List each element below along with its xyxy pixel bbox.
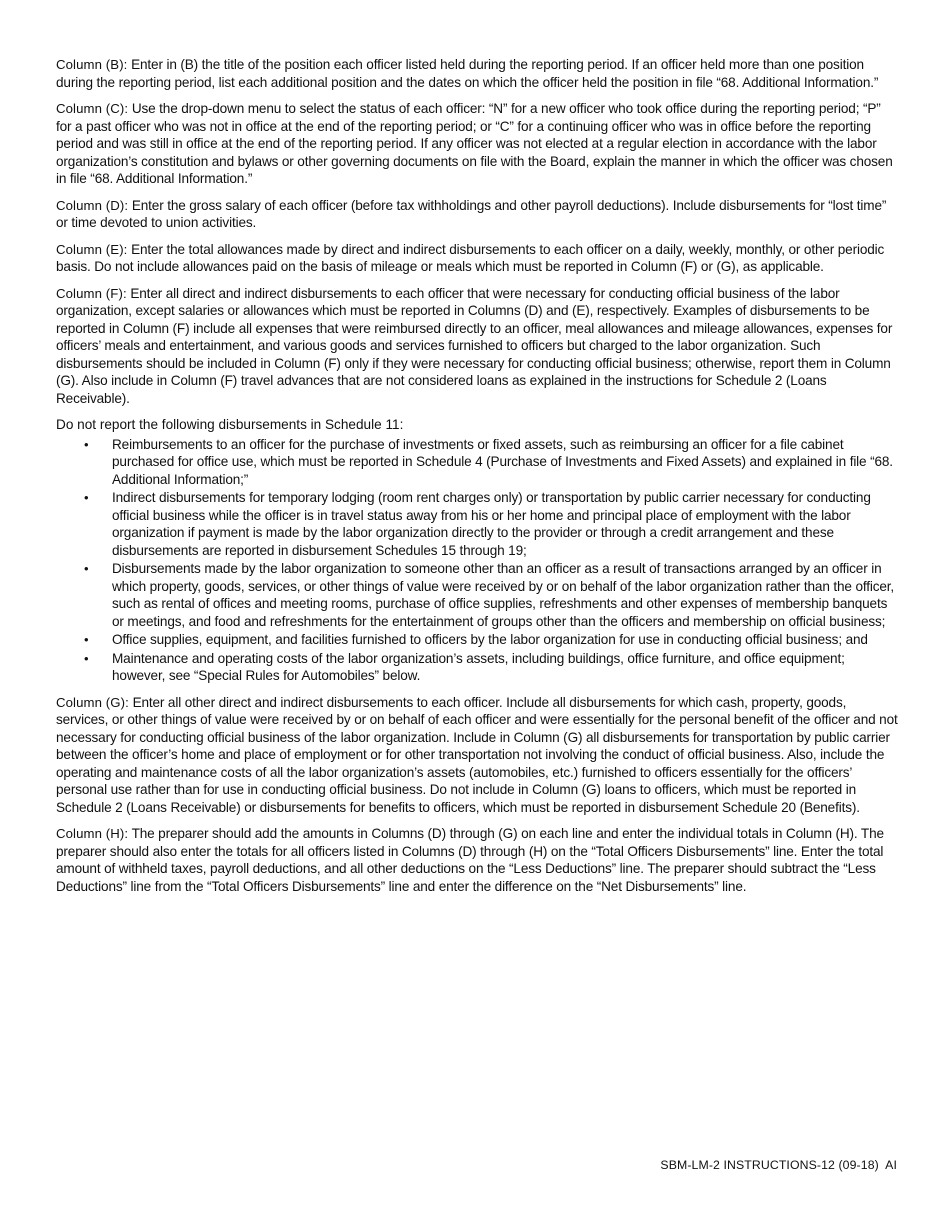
list-item-text: Reimbursements to an officer for the purchase of investments or fixed assets, such as reimbursing an officer for a file cabinet purchased for office use, which must be reported in Schedule 4 (Purchase of Investments and Fixed Assets) and explained in file “68. Additional Information;” <box>112 436 893 487</box>
list-item-text: Office supplies, equipment, and facilities furnished to officers by the labor organization for use in conducting official business; and <box>112 632 868 647</box>
column-f-paragraph <box>56 285 898 408</box>
column-f-text: Enter all direct and indirect disbursements to each officer that were necessary for conducting official business of the labor organization, except salaries or allowances which must be reported in Columns (D) and (E), respectively. Examples of disbursements to be reported in Column (F) include all expenses that were reimbursed directly to an officer, meal allowances and mileage allowances, expenses for officers’ meals and entertainment, and various goods and services furnished to officers but charged to the labor organization. Such disbursements should be included in Column (F) only if they were necessary for conducting official business; otherwise, report them in Column (G). Also include in Column (F) travel advances that are not considered loans as explained in the instructions for Schedule 2 (Loans Receivable). <box>56 285 893 406</box>
column-b-paragraph <box>56 56 898 91</box>
column-g-label: Column (G): <box>56 694 129 710</box>
exclusions-intro: Do not report the following disbursements in Schedule 11: <box>56 417 404 432</box>
column-e-paragraph <box>56 241 898 276</box>
bullet-icon: • <box>84 436 89 452</box>
column-d-paragraph <box>56 197 898 232</box>
list-item <box>56 650 898 685</box>
list-item <box>56 631 898 649</box>
column-b-label: Column (B): <box>56 57 128 72</box>
list-item <box>56 436 898 489</box>
bullet-icon: • <box>84 561 89 576</box>
page-footer: SBM-LM-2 INSTRUCTIONS-12 (09-18) AI <box>660 1158 897 1172</box>
bullet-icon: • <box>84 650 89 666</box>
column-d-text: Enter the gross salary of each officer (before tax withholdings and other payroll deductions). Include disbursements for “lost time” or time devoted to union activities. <box>56 197 887 230</box>
column-c-text: Use the drop-down menu to select the status of each officer: “N” for a new officer who took office during the reporting period; “P” for a past officer who was not in office at the end of the reporting period; or “C” for a continuing officer who was in office before the reporting period and was still in office at the end of the reporting period. If any officer was not elected at a regular election in accordance with the labor organization’s constitution and bylaws or other governing documents on file with the Board, explain the manner in which the officer was chosen in file “68. Additional Information.” <box>56 101 893 186</box>
bullet-icon: • <box>84 490 89 505</box>
column-b-text: Enter in (B) the title of the position each officer listed held during the reporting period. If an officer held more than one position during the reporting period, list each additional position and the dates on which the officer held the position in file “68. Additional Information.” <box>56 57 879 90</box>
column-e-label: Column (E): <box>56 241 128 257</box>
column-c-paragraph <box>56 100 898 188</box>
column-g-text: Enter all other direct and indirect disbursements to each officer. Include all disbursements for which cash, property, goods, services, or other things of value were received by or on behalf of each officer and were essentially for the personal benefit of the officer and not necessary for conducting official business of the labor organization. Include in Column (G) all disbursements for transportation by public carrier between the officer’s home and place of employment or for other transportation not involving the conduct of official business. Also, include the operating and maintenance costs of all the labor organization’s assets (automobiles, etc.) furnished to officers essentially for the officers’ personal use rather than for use in conducting official business. Do not include in Column (G) loans to officers, which must be reported in Schedule 2 (Loans Receivable) or disbursements for benefits to officers, which must be reported in disbursement Schedule 20 (Benefits). <box>56 694 898 815</box>
column-c-label: Column (C): <box>56 101 129 116</box>
list-item <box>56 489 898 559</box>
list-item <box>56 560 898 630</box>
column-h-label: Column (H): <box>56 826 129 841</box>
column-h-text: The preparer should add the amounts in Columns (D) through (G) on each line and enter the individual totals in Column (H). The preparer should also enter the totals for all officers listed in Columns (D) through (H) on the “Total Officers Disbursements” line. Enter the total amount of withheld taxes, payroll deductions, and all other deductions on the “Less Deductions” line. The preparer should subtract the “Less Deductions” line from the “Total Officers Disbursements” line and enter the difference on the “Net Disbursements” line. <box>56 826 884 894</box>
instructions-page <box>56 56 898 904</box>
list-item-text: Indirect disbursements for temporary lodging (room rent charges only) or transportation by public carrier necessary for conducting official business while the officer is in travel status away from his or her home and principal place of employment with the labor organization if payment is made by the labor organization directly to the provider or through a credit arrangement and these disbursements are reported in disbursement Schedules 15 through 19; <box>112 490 871 558</box>
bullet-icon: • <box>84 632 89 647</box>
column-h-paragraph <box>56 825 898 895</box>
column-g-paragraph <box>56 694 898 817</box>
exclusions-list <box>56 436 898 685</box>
column-e-text: Enter the total allowances made by direct and indirect disbursements to each officer on a daily, weekly, monthly, or other periodic basis. Do not include allowances paid on the basis of mileage or meals which must be reported in Column (F) or (G), as applicable. <box>56 241 885 274</box>
list-item-text: Maintenance and operating costs of the labor organization’s assets, including buildings, office furniture, and office equipment; however, see “Special Rules for Automobiles” below. <box>112 650 845 683</box>
column-d-label: Column (D): <box>56 197 129 213</box>
column-f-label: Column (F): <box>56 285 127 301</box>
list-item-text: Disbursements made by the labor organization to someone other than an officer as a result of transactions arranged by an officer in which property, goods, services, or other things of value were received by or on behalf of the labor organization rather than the officer, such as rental of offices and meeting rooms, purchase of office supplies, refreshments and other expenses of membership banquets or meetings, and food and refreshments for the entertainment of groups other than the officers and membership on official business; <box>112 561 895 629</box>
